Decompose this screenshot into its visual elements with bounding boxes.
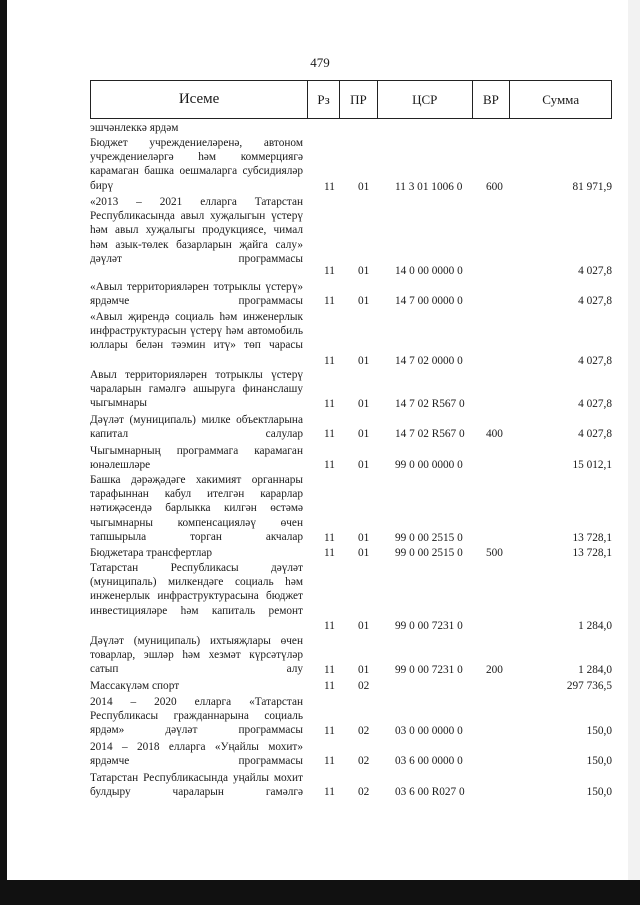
row-name: эшчәнлеккә ярдәм bbox=[90, 122, 179, 134]
row-rz: 11 bbox=[324, 428, 335, 440]
row-csr: 99 0 00 2515 0 bbox=[395, 547, 463, 559]
row-rz: 11 bbox=[324, 265, 335, 277]
row-pr: 01 bbox=[358, 459, 370, 471]
row-rz: 11 bbox=[324, 620, 335, 632]
row-csr: 14 7 02 R567 0 bbox=[395, 428, 465, 440]
header-name: Исеме bbox=[91, 81, 308, 118]
row-vr: 500 bbox=[486, 547, 503, 559]
row-name: Массакүләм спорт bbox=[90, 680, 180, 692]
header-sum: Сумма bbox=[542, 91, 580, 107]
row-sum: 4 027,8 bbox=[578, 295, 612, 307]
row-csr: 99 0 00 7231 0 bbox=[395, 664, 463, 676]
row-sum: 1 284,0 bbox=[578, 664, 612, 676]
row-rz: 11 bbox=[324, 680, 335, 692]
row-rz: 11 bbox=[324, 181, 335, 193]
row-vr: 600 bbox=[486, 181, 503, 193]
row-csr: 14 7 02 0000 0 bbox=[395, 355, 463, 367]
row-name: Чыгымнарның программага карамаган юнәлешләре bbox=[90, 445, 303, 472]
row-csr: 99 0 00 7231 0 bbox=[395, 620, 463, 632]
row-csr: 14 0 00 0000 0 bbox=[395, 265, 463, 277]
row-rz: 11 bbox=[324, 664, 335, 676]
row-rz: 11 bbox=[324, 295, 335, 307]
row-pr: 02 bbox=[358, 786, 370, 798]
row-pr: 01 bbox=[358, 620, 370, 632]
row-rz: 11 bbox=[324, 398, 335, 410]
row-pr: 01 bbox=[358, 398, 370, 410]
scan-edge-right bbox=[628, 0, 640, 905]
row-sum: 4 027,8 bbox=[578, 398, 612, 410]
row-rz: 11 bbox=[324, 355, 335, 367]
row-csr: 03 6 00 R027 0 bbox=[395, 786, 465, 798]
row-pr: 02 bbox=[358, 680, 370, 692]
row-csr: 14 7 00 0000 0 bbox=[395, 295, 463, 307]
page-number: 479 bbox=[310, 55, 330, 70]
row-name: Авыл территорияләрен тотрыклы үстерү чараларын гамәлгә ашыруга финанслашу чыгымнары bbox=[90, 369, 303, 410]
row-sum: 150,0 bbox=[586, 755, 612, 767]
row-pr: 01 bbox=[358, 532, 370, 544]
header-pr: ПР bbox=[340, 81, 378, 118]
row-csr: 14 7 02 R567 0 bbox=[395, 398, 465, 410]
row-pr: 01 bbox=[358, 428, 370, 440]
header-vr: ВР bbox=[473, 81, 511, 118]
row-rz: 11 bbox=[324, 547, 335, 559]
row-pr: 01 bbox=[358, 181, 370, 193]
row-sum: 4 027,8 bbox=[578, 428, 612, 440]
row-csr: 11 3 01 1006 0 bbox=[395, 181, 463, 193]
row-rz: 11 bbox=[324, 786, 335, 798]
row-name: Бюджетара трансфертлар bbox=[90, 547, 213, 559]
scan-edge-bottom bbox=[0, 880, 640, 905]
header-rz: Рз bbox=[308, 81, 340, 118]
row-pr: 01 bbox=[358, 664, 370, 676]
row-csr: 03 0 00 0000 0 bbox=[395, 725, 463, 737]
row-name: «Авыл территорияләрен тотрыклы үстерү» ярдәмче программасы bbox=[90, 281, 303, 308]
scan-edge-left bbox=[0, 0, 7, 905]
row-rz: 11 bbox=[324, 459, 335, 471]
row-csr: 03 6 00 0000 0 bbox=[395, 755, 463, 767]
row-pr: 01 bbox=[358, 265, 370, 277]
row-pr: 01 bbox=[358, 547, 370, 559]
row-sum: 1 284,0 bbox=[578, 620, 612, 632]
row-pr: 02 bbox=[358, 755, 370, 767]
row-name: «2013 – 2021 елларга Татарстан Республикасында авыл хуҗалыгын үстерү һәм авыл хуҗалыгы продукциясе, чимал һәм азык-төлек базарларын җайга салу» дәүләт программасы bbox=[90, 196, 303, 265]
row-name: Дәүләт (муниципаль) милке объектларына капитал салулар bbox=[90, 414, 303, 441]
row-sum: 4 027,8 bbox=[578, 355, 612, 367]
row-sum: 4 027,8 bbox=[578, 265, 612, 277]
row-sum: 15 012,1 bbox=[572, 459, 612, 471]
row-vr: 200 bbox=[486, 664, 503, 676]
row-name: «Авыл җирендә социаль һәм инженерлык инфраструктурасын үстерү һәм автомобиль юллары белән тәэмин итү» төп чарасы bbox=[90, 311, 303, 352]
row-sum: 81 971,9 bbox=[572, 181, 612, 193]
row-name: Татарстан Республикасы дәүләт (муниципаль) милкендәге социаль һәм инженерлык инфраструктурасына бюджет инвестицияләре һәм капиталь ремонт bbox=[90, 562, 303, 617]
row-rz: 11 bbox=[324, 532, 335, 544]
row-rz: 11 bbox=[324, 725, 335, 737]
row-sum: 150,0 bbox=[586, 725, 612, 737]
row-vr: 400 bbox=[486, 428, 503, 440]
table-header bbox=[90, 80, 612, 119]
row-pr: 01 bbox=[358, 295, 370, 307]
row-name: Татарстан Республикасында уңайлы мохит булдыру чараларын гамәлгә bbox=[90, 772, 303, 799]
row-rz: 11 bbox=[324, 755, 335, 767]
row-sum: 13 728,1 bbox=[572, 532, 612, 544]
row-pr: 01 bbox=[358, 355, 370, 367]
row-sum: 297 736,5 bbox=[566, 680, 612, 692]
row-sum: 13 728,1 bbox=[572, 547, 612, 559]
row-csr: 99 0 00 2515 0 bbox=[395, 532, 463, 544]
row-name: 2014 – 2020 елларга «Татарстан Республикасы гражданнарына социаль ярдәм» дәүләт программасы bbox=[90, 696, 303, 737]
row-sum: 150,0 bbox=[586, 786, 612, 798]
row-name: Башка дәрәҗәдәге хакимият органнары тарафыннан кабул ителгән карарлар нәтиҗәсендә барлыкка килгән өстәмә чыгымнарны компенсацияләү өчен тапшырыла торган акчалар bbox=[90, 474, 303, 543]
row-name: Дәүләт (муниципаль) ихтыяҗлары өчен товарлар, эшләр һәм хезмәт күрсәтүләр сатып алу bbox=[90, 635, 303, 676]
row-csr: 99 0 00 0000 0 bbox=[395, 459, 463, 471]
row-pr: 02 bbox=[358, 725, 370, 737]
row-name: Бюджет учреждениеләренә, автоном учреждениеләргә һәм коммерциягә карамаган башка оешмаларга субсидияләр бирү bbox=[90, 137, 303, 192]
row-name: 2014 – 2018 елларга «Уңайлы мохит» ярдәмче программасы bbox=[90, 741, 303, 768]
header-csr: ЦСР bbox=[378, 81, 473, 118]
